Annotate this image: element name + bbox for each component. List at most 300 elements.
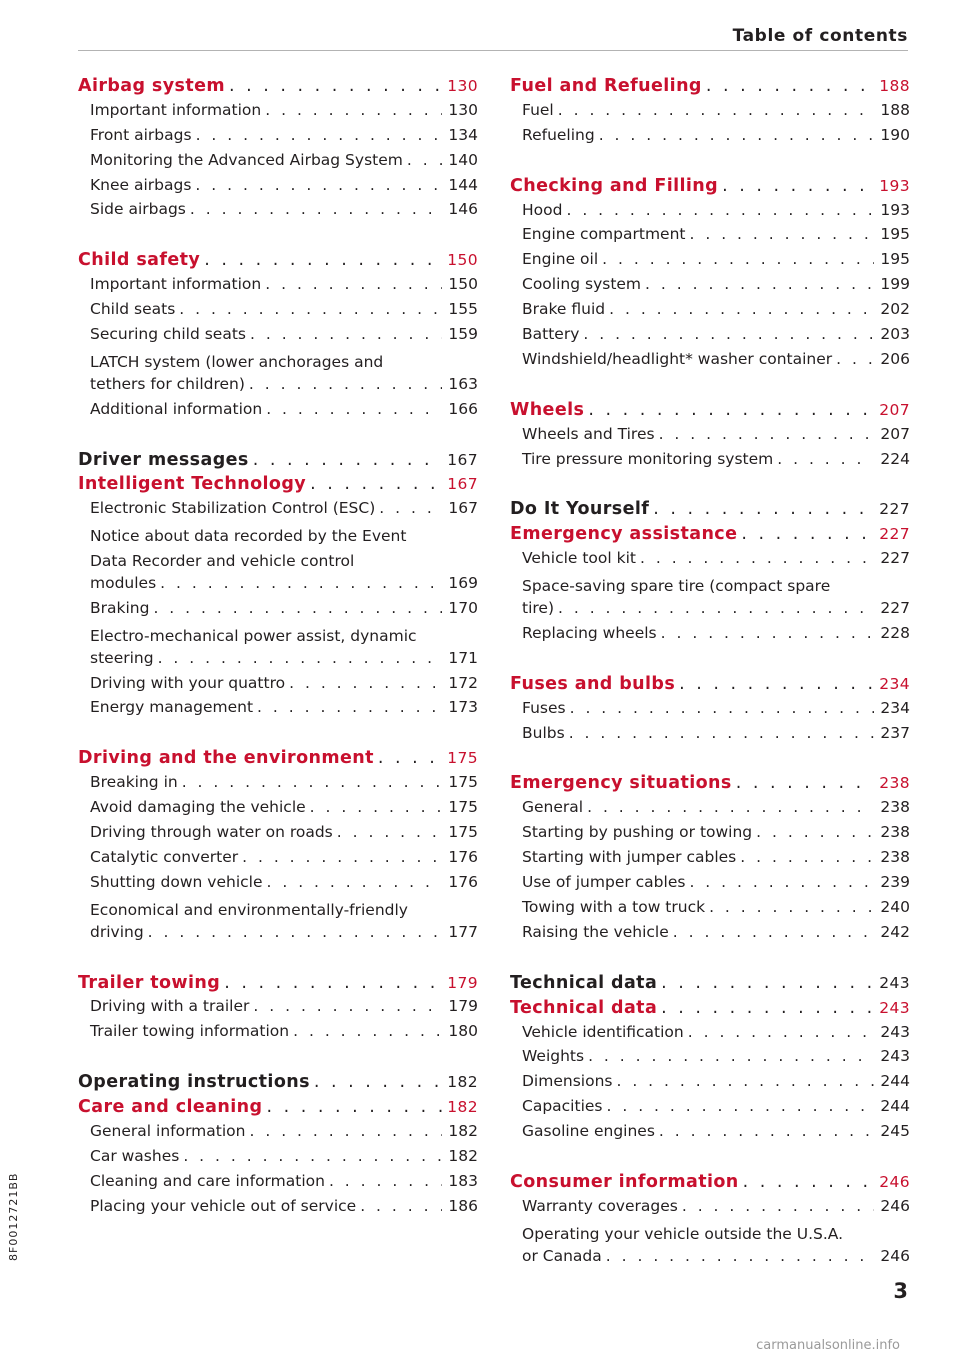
dot-leader <box>558 101 874 119</box>
toc-entry-continued-text: Space-saving spare tire (compact spare <box>522 577 831 596</box>
dot-leader <box>407 151 442 169</box>
toc-entry-page: 207 <box>880 424 910 443</box>
toc-entry-title: Starting with jumper cables <box>522 848 737 867</box>
toc-entry-page: 245 <box>880 1122 910 1141</box>
toc-subsection-entry[interactable] <box>78 176 478 201</box>
toc-entry-title: Weights <box>522 1047 585 1066</box>
dot-leader <box>682 1197 874 1215</box>
dot-leader <box>179 300 442 318</box>
toc-entry-title: steering <box>90 648 154 667</box>
toc-subsection-entry[interactable] <box>78 1147 478 1172</box>
toc-subsection-entry[interactable] <box>78 649 478 674</box>
toc-subsection-entry[interactable] <box>510 1072 910 1097</box>
toc-subsection-entry[interactable] <box>510 201 910 226</box>
toc-entry-title: Towing with a tow truck <box>522 897 706 916</box>
toc-entry-title: Windshield/headlight* washer container <box>522 349 833 368</box>
toc-entry-title: General <box>522 798 584 817</box>
toc-subsection-entry[interactable] <box>78 674 478 699</box>
toc-entry-page: 176 <box>448 872 478 891</box>
dot-leader <box>242 848 442 866</box>
toc-entry-title: Driving and the environment <box>78 748 374 769</box>
dot-leader <box>706 76 874 96</box>
dot-leader <box>743 1172 874 1192</box>
toc-entry-page: 182 <box>447 1073 478 1092</box>
dot-leader <box>265 275 442 293</box>
toc-subsection-entry[interactable] <box>510 549 910 574</box>
dot-leader <box>148 923 442 941</box>
dot-leader <box>570 699 874 717</box>
toc-subsection-entry[interactable] <box>510 1023 910 1048</box>
toc-subsection-entry[interactable] <box>78 126 478 151</box>
toc-entry-title: Warranty coverages <box>522 1196 678 1215</box>
toc-entry-title: Gasoline engines <box>522 1122 655 1141</box>
dot-leader <box>257 698 442 716</box>
toc-section-entry[interactable] <box>510 973 910 998</box>
toc-entry-title: driving <box>90 922 144 941</box>
toc-entry-title: Monitoring the Advanced Airbag System <box>90 150 403 169</box>
toc-entry-page: 242 <box>880 922 910 941</box>
toc-entry-page: 167 <box>448 499 478 518</box>
toc-entry-page: 203 <box>880 325 910 344</box>
toc-entry-page: 227 <box>880 599 910 618</box>
dot-leader <box>599 126 874 144</box>
toc-subsection-entry[interactable] <box>78 823 478 848</box>
toc-entry-title: Child seats <box>90 300 176 319</box>
dot-leader <box>253 997 442 1015</box>
dot-leader <box>558 599 874 617</box>
toc-subsection-entry[interactable] <box>510 699 910 724</box>
toc-subsection-entry[interactable] <box>510 126 910 151</box>
toc-entry-page: 134 <box>448 125 478 144</box>
toc-subsection-entry[interactable] <box>78 848 478 873</box>
toc-entry-page: 183 <box>448 1171 478 1190</box>
dot-leader <box>602 250 874 268</box>
toc-entry-title: Emergency assistance <box>510 524 738 545</box>
toc-entry-page: 206 <box>880 349 910 368</box>
toc-subsection-entry[interactable] <box>78 574 478 599</box>
toc-entry-title: Airbag system <box>78 76 226 96</box>
toc-entry-page: 199 <box>880 275 910 294</box>
toc-entry-title: Starting by pushing or towing <box>522 823 753 842</box>
toc-subsection-entry[interactable] <box>510 823 910 848</box>
toc-entry-title: or Canada <box>522 1246 602 1265</box>
toc-entry-page: 144 <box>448 175 478 194</box>
toc-entry-page: 166 <box>448 399 478 418</box>
toc-entry-title: Trailer towing <box>78 972 221 993</box>
toc-entry-page: 243 <box>880 1047 910 1066</box>
toc-subsection-entry[interactable] <box>510 599 910 624</box>
toc-entry-title: Placing your vehicle out of service <box>90 1196 357 1215</box>
dot-leader <box>250 325 442 343</box>
toc-subsection-entry[interactable] <box>78 997 478 1022</box>
page-number: 3 <box>893 1279 908 1303</box>
dot-leader <box>195 176 442 194</box>
toc-section-entry[interactable] <box>78 76 478 101</box>
toc-subsection-entry[interactable] <box>510 1122 910 1147</box>
toc-entry-title: Checking and Filling <box>510 175 719 196</box>
toc-section-entry[interactable] <box>510 524 910 549</box>
toc-subsection-entry[interactable] <box>510 225 910 250</box>
toc-entry-title: Trailer towing information <box>90 1022 290 1041</box>
toc-subsection-entry[interactable] <box>78 698 478 723</box>
toc-section-entry[interactable] <box>510 998 910 1023</box>
toc-entry-title: Raising the vehicle <box>522 922 669 941</box>
toc-entry-title: Driving through water on roads <box>90 823 333 842</box>
toc-entry-title: Shutting down vehicle <box>90 872 263 891</box>
dot-leader <box>204 250 442 270</box>
dot-leader <box>569 724 874 742</box>
toc-entry-page: 244 <box>880 1097 910 1116</box>
toc-entry-page: 167 <box>447 450 478 469</box>
toc-section-entry[interactable] <box>510 499 910 524</box>
toc-entry-page: 175 <box>448 798 478 817</box>
toc-subsection-entry[interactable] <box>510 450 910 475</box>
toc-subsection-entry[interactable] <box>78 599 478 624</box>
toc-entry-page: 140 <box>448 150 478 169</box>
toc-entry-continued-text: Operating your vehicle outside the U.S.A. <box>522 1224 844 1243</box>
toc-entry-page: 246 <box>880 1196 910 1215</box>
toc-subsection-entry[interactable] <box>78 200 478 225</box>
dot-leader <box>616 1072 874 1090</box>
toc-section-entry[interactable] <box>78 973 478 998</box>
toc-entry-continued-text: LATCH system (lower anchorages and <box>90 352 384 371</box>
dot-leader <box>310 474 442 494</box>
toc-subsection-entry[interactable] <box>510 250 910 275</box>
toc-subsection-entry[interactable] <box>510 1047 910 1072</box>
toc-entry-page: 182 <box>448 1146 478 1165</box>
dot-leader <box>153 599 442 617</box>
toc-entry-title: Care and cleaning <box>78 1097 263 1118</box>
toc-entry-title: Tire pressure monitoring system <box>522 449 774 468</box>
toc-entry-title: Use of jumper cables <box>522 873 686 892</box>
dot-leader <box>645 275 874 293</box>
toc-entry-title: modules <box>90 574 157 593</box>
dot-leader <box>314 1072 442 1092</box>
toc-entry-page: 150 <box>447 251 478 270</box>
toc-entry-page: 146 <box>448 200 478 219</box>
dot-leader <box>229 76 442 96</box>
toc-entry-continued-text: Electro-mechanical power assist, dynamic <box>90 626 417 645</box>
toc-entry-title: Engine oil <box>522 250 599 269</box>
dot-leader <box>329 1172 442 1190</box>
toc-subsection-entry[interactable] <box>510 724 910 749</box>
toc-section-entry[interactable] <box>510 1172 910 1197</box>
toc-entry-page: 175 <box>448 773 478 792</box>
toc-entry-title: Engine compartment <box>522 225 686 244</box>
toc-entry-page: 130 <box>448 100 478 119</box>
toc-entry-title: Technical data <box>510 972 658 993</box>
toc-section-entry[interactable] <box>78 450 478 475</box>
toc-subsection-entry[interactable] <box>510 101 910 126</box>
toc-entry-title: Driving with your quattro <box>90 673 286 692</box>
watermark: carmanualsonline.info <box>756 1338 900 1353</box>
toc-entry-page: 179 <box>447 973 478 992</box>
toc-section-entry[interactable] <box>510 674 910 699</box>
dot-leader <box>265 101 442 119</box>
toc-subsection-entry[interactable] <box>510 923 910 948</box>
toc-entry-title: Wheels and Tires <box>522 424 655 443</box>
toc-entry-title: Refueling <box>522 125 595 144</box>
toc-entry-continued-text: Notice about data recorded by the Event <box>90 527 407 546</box>
toc-entry-title: Important information <box>90 275 262 294</box>
toc-entry-page: 155 <box>448 300 478 319</box>
header-divider <box>78 50 908 51</box>
toc-entry-page: 246 <box>880 1246 910 1265</box>
dot-leader <box>160 574 442 592</box>
toc-entry-title: Battery <box>522 325 580 344</box>
toc-entry-title: Side airbags <box>90 200 186 219</box>
toc-section-entry[interactable] <box>78 748 478 773</box>
toc-entry-page: 239 <box>880 873 910 892</box>
toc-subsection-entry[interactable] <box>78 1022 478 1047</box>
document-code: 8F0012721BB <box>7 1172 20 1261</box>
dot-leader <box>183 1147 442 1165</box>
toc-entry-title: tire) <box>522 599 554 618</box>
toc-entry-title: Driver messages <box>78 449 249 470</box>
toc-entry-page: 188 <box>879 77 910 95</box>
toc-entry-title: Fuses and bulbs <box>510 673 676 694</box>
toc-section-entry[interactable] <box>78 1072 478 1097</box>
dot-leader <box>182 773 442 791</box>
toc-entry-page: 228 <box>880 623 910 642</box>
dot-leader <box>249 375 442 393</box>
toc-entry-page: 244 <box>880 1072 910 1091</box>
dot-leader <box>249 1122 442 1140</box>
dot-leader <box>709 898 874 916</box>
toc-entry-title: Fuel and Refueling <box>510 76 702 96</box>
toc-entry-page: 130 <box>447 77 478 95</box>
toc-subsection-entry[interactable] <box>78 1172 478 1197</box>
dot-leader <box>289 674 442 692</box>
toc-entry-title: Child safety <box>78 250 201 271</box>
dot-leader <box>606 1097 874 1115</box>
toc-entry-title: Replacing wheels <box>522 623 657 642</box>
dot-leader <box>566 201 874 219</box>
toc-entry-title: Intelligent Technology <box>78 474 307 495</box>
toc-subsection-entry[interactable] <box>78 923 478 948</box>
toc-entry-page: 163 <box>448 374 478 393</box>
toc-subsection-entry[interactable] <box>78 101 478 126</box>
dot-leader <box>310 798 442 816</box>
dot-leader <box>224 973 442 993</box>
dot-leader <box>659 425 874 443</box>
dot-leader <box>266 400 442 418</box>
toc-entry-title: Consumer information <box>510 1171 739 1192</box>
dot-leader <box>266 1097 442 1117</box>
dot-leader <box>653 499 874 519</box>
toc-entry-title: Catalytic converter <box>90 847 239 866</box>
toc-subsection-entry[interactable] <box>510 350 910 375</box>
dot-leader <box>196 126 442 144</box>
toc-entry-title: Securing child seats <box>90 325 246 344</box>
toc-entry-page: 224 <box>880 449 910 468</box>
toc-subsection-entry[interactable] <box>510 1197 910 1222</box>
toc-entry-page: 240 <box>880 897 910 916</box>
toc-entry-page: 234 <box>880 698 910 717</box>
toc-subsection-entry[interactable] <box>78 300 478 325</box>
toc-entry-page: 193 <box>879 176 910 195</box>
toc-entry-title: Fuel <box>522 100 554 119</box>
toc-subsection-entry[interactable] <box>78 375 478 400</box>
toc-entry-page: 227 <box>879 525 910 544</box>
toc-entry-page: 238 <box>880 798 910 817</box>
toc-entry-page: 227 <box>880 549 910 568</box>
dot-leader <box>679 674 874 694</box>
toc-subsection-entry[interactable] <box>510 300 910 325</box>
toc-entry-page: 175 <box>447 749 478 768</box>
toc-section-entry[interactable] <box>78 474 478 499</box>
toc-entry-page: 243 <box>879 973 910 992</box>
dot-leader <box>688 1023 874 1041</box>
toc-entry-title: Technical data <box>510 997 658 1018</box>
toc-subsection-entry[interactable] <box>510 798 910 823</box>
toc-subsection-entry[interactable] <box>510 325 910 350</box>
toc-entry-title: Cooling system <box>522 275 642 294</box>
toc-entry-page: 172 <box>448 673 478 692</box>
toc-entry-continued-text: Economical and environmentally-friendly <box>90 900 408 919</box>
toc-entry-title: Electronic Stabilization Control (ESC) <box>90 499 376 518</box>
toc-subsection-entry[interactable] <box>78 873 478 898</box>
toc-entry-title: tethers for children) <box>90 374 245 393</box>
toc-entry-title: Do It Yourself <box>510 499 650 520</box>
toc-entry-title: Dimensions <box>522 1072 613 1091</box>
toc-entry-page: 246 <box>879 1172 910 1191</box>
dot-leader <box>736 773 874 793</box>
dot-leader <box>606 1247 874 1265</box>
toc-entry-page: 177 <box>448 922 478 941</box>
toc-subsection-entry[interactable] <box>510 1247 910 1272</box>
toc-subsection-entry[interactable] <box>510 848 910 873</box>
toc-subsection-entry[interactable] <box>510 1097 910 1122</box>
toc-entry-title: Vehicle tool kit <box>522 549 636 568</box>
dot-leader <box>609 300 874 318</box>
toc-section-entry[interactable] <box>78 1097 478 1122</box>
toc-entry-continued-text: Data Recorder and vehicle control <box>90 552 355 571</box>
toc-subsection-entry[interactable] <box>78 773 478 798</box>
toc-subsection-entry[interactable] <box>510 624 910 649</box>
toc-entry-title: Important information <box>90 100 262 119</box>
toc-entry-page: 227 <box>879 500 910 519</box>
dot-leader <box>689 873 874 891</box>
toc-entry-page: 179 <box>448 997 478 1016</box>
dot-leader <box>190 200 442 218</box>
toc-entry-title: Braking <box>90 598 150 617</box>
toc-entry-page: 159 <box>448 325 478 344</box>
toc-subsection-entry[interactable] <box>78 499 478 524</box>
toc-subsection-entry[interactable] <box>78 275 478 300</box>
toc-entry-page: 182 <box>448 1121 478 1140</box>
toc-entry-page: 182 <box>447 1098 478 1117</box>
toc-section-entry[interactable] <box>510 773 910 798</box>
toc-subsection-entry[interactable] <box>78 151 478 176</box>
toc-entry-page: 237 <box>880 723 910 742</box>
dot-leader <box>756 823 874 841</box>
dot-leader <box>360 1197 442 1215</box>
dot-leader <box>583 325 874 343</box>
toc-subsection-entry[interactable] <box>510 425 910 450</box>
dot-leader <box>640 549 874 567</box>
toc-entry-page: 238 <box>879 774 910 793</box>
toc-entry-page: 243 <box>880 1022 910 1041</box>
dot-leader <box>661 973 874 993</box>
dot-leader <box>661 998 874 1018</box>
toc-subsection-entry[interactable] <box>510 873 910 898</box>
toc-subsection-entry[interactable] <box>78 400 478 425</box>
toc-entry-page: 175 <box>448 823 478 842</box>
toc-subsection-entry[interactable] <box>510 275 910 300</box>
toc-entry-title: Car washes <box>90 1146 180 1165</box>
toc-entry-page: 186 <box>448 1196 478 1215</box>
toc-entry-page: 171 <box>448 648 478 667</box>
toc-entry-title: Brake fluid <box>522 300 606 319</box>
toc-entry-page: 193 <box>880 200 910 219</box>
toc-entry-title: Additional information <box>90 399 263 418</box>
toc-entry-title: Avoid damaging the vehicle <box>90 798 306 817</box>
toc-entry-title: Hood <box>522 200 563 219</box>
toc-entry-page: 173 <box>448 698 478 717</box>
toc-entry-page: 234 <box>879 674 910 693</box>
toc-column-right <box>510 76 910 1272</box>
toc-entry-page: 180 <box>448 1022 478 1041</box>
toc-entry-title: Fuses <box>522 698 566 717</box>
dot-leader <box>777 450 874 468</box>
dot-leader <box>253 450 442 470</box>
page-header-title: Table of contents <box>732 26 908 46</box>
toc-entry-title: Breaking in <box>90 773 178 792</box>
toc-entry-page: 202 <box>880 300 910 319</box>
dot-leader <box>379 499 442 517</box>
dot-leader <box>158 649 442 667</box>
dot-leader <box>741 524 874 544</box>
toc-subsection-entry[interactable] <box>78 798 478 823</box>
toc-entry-title: Emergency situations <box>510 773 732 794</box>
toc-entry-title: Driving with a trailer <box>90 997 250 1016</box>
toc-section-entry[interactable] <box>510 176 910 201</box>
dot-leader <box>661 624 874 642</box>
toc-entry-title: Bulbs <box>522 723 565 742</box>
toc-subsection-entry[interactable] <box>78 1197 478 1222</box>
dot-leader <box>740 848 874 866</box>
toc-column-left <box>78 76 478 1222</box>
toc-entry-title: General information <box>90 1121 246 1140</box>
toc-entry-title: Knee airbags <box>90 175 192 194</box>
toc-entry-page: 243 <box>879 998 910 1017</box>
dot-leader <box>722 176 874 196</box>
toc-subsection-entry[interactable] <box>78 325 478 350</box>
toc-entry-page: 167 <box>447 475 478 494</box>
toc-entry-page: 238 <box>880 848 910 867</box>
toc-entry-title: Operating instructions <box>78 1072 310 1093</box>
toc-entry-title: Front airbags <box>90 125 192 144</box>
dot-leader <box>588 1047 874 1065</box>
toc-entry-page: 176 <box>448 847 478 866</box>
dot-leader <box>293 1022 442 1040</box>
toc-section-entry[interactable] <box>510 76 910 101</box>
toc-section-entry[interactable] <box>78 250 478 275</box>
dot-leader <box>836 350 874 368</box>
dot-leader <box>673 923 874 941</box>
toc-entry-title: Capacities <box>522 1097 603 1116</box>
dot-leader <box>588 400 874 420</box>
toc-entry-page: 207 <box>879 400 910 419</box>
toc-entry-title: Cleaning and care information <box>90 1171 325 1190</box>
dot-leader <box>659 1122 874 1140</box>
toc-entry-page: 195 <box>880 250 910 269</box>
toc-subsection-entry[interactable] <box>78 1122 478 1147</box>
toc-section-entry[interactable] <box>510 400 910 425</box>
toc-subsection-entry[interactable] <box>510 898 910 923</box>
toc-entry-page: 188 <box>880 100 910 119</box>
